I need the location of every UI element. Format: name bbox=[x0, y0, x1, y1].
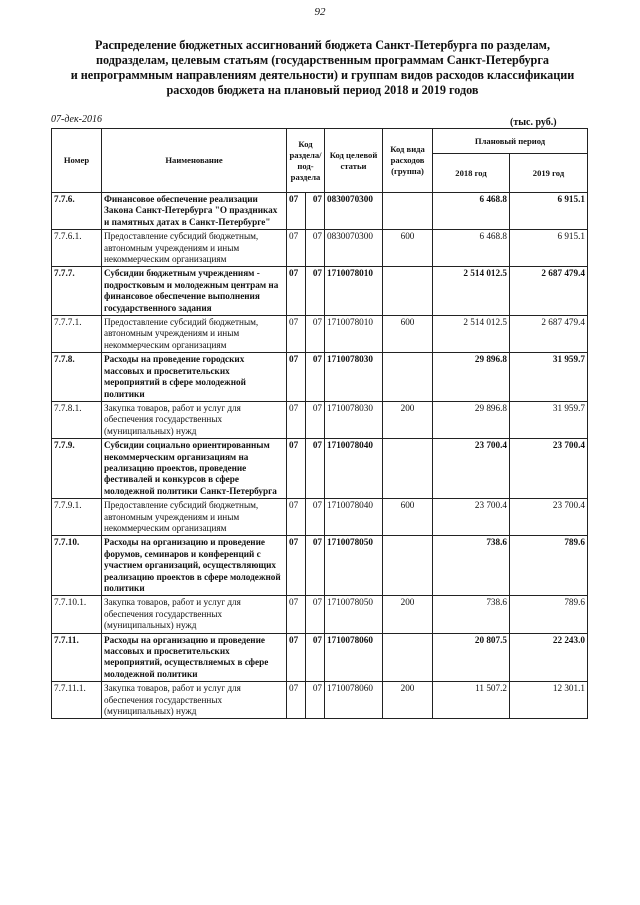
row-name: Закупка товаров, работ и услуг для обеспечения государственных (муниципальных) нужд bbox=[102, 682, 287, 719]
row-expense-type bbox=[383, 267, 433, 316]
table-row bbox=[52, 353, 588, 402]
row-amount-2019: 789.6 bbox=[510, 596, 588, 633]
row-number: 7.7.6. bbox=[52, 193, 102, 230]
table-row bbox=[52, 536, 588, 596]
row-amount-2019: 789.6 bbox=[510, 536, 588, 596]
table-row bbox=[52, 193, 588, 230]
row-article-code: 1710078010 bbox=[325, 267, 383, 316]
row-article-code: 1710078030 bbox=[325, 401, 383, 438]
row-amount-2018: 2 514 012.5 bbox=[433, 316, 510, 353]
row-subsection-code: 07 bbox=[306, 316, 325, 353]
row-article-code: 0830070300 bbox=[325, 230, 383, 267]
row-expense-type bbox=[383, 193, 433, 230]
row-amount-2018: 6 468.8 bbox=[433, 230, 510, 267]
row-amount-2018: 20 807.5 bbox=[433, 633, 510, 682]
row-name: Предоставление субсидий бюджетным, автономным учреждениям и иным некоммерческим организациям bbox=[102, 499, 287, 536]
row-amount-2019: 31 959.7 bbox=[510, 401, 588, 438]
row-number: 7.7.7.1. bbox=[52, 316, 102, 353]
row-expense-type: 600 bbox=[383, 230, 433, 267]
row-section-code: 07 bbox=[287, 230, 306, 267]
document-title bbox=[50, 38, 595, 98]
row-section-code: 07 bbox=[287, 193, 306, 230]
row-subsection-code: 07 bbox=[306, 682, 325, 719]
row-subsection-code: 07 bbox=[306, 596, 325, 633]
table-row bbox=[52, 682, 588, 719]
row-amount-2019: 2 687 479.4 bbox=[510, 267, 588, 316]
row-name: Закупка товаров, работ и услуг для обеспечения государственных (муниципальных) нужд bbox=[102, 596, 287, 633]
budget-table bbox=[51, 128, 588, 719]
table-row bbox=[52, 316, 588, 353]
row-subsection-code: 07 bbox=[306, 633, 325, 682]
row-article-code: 0830070300 bbox=[325, 193, 383, 230]
row-number: 7.7.9.1. bbox=[52, 499, 102, 536]
row-expense-type: 600 bbox=[383, 316, 433, 353]
row-section-code: 07 bbox=[287, 633, 306, 682]
row-subsection-code: 07 bbox=[306, 353, 325, 402]
title-line: и непрограммным направлениям деятельности) и группам видов расходов классификации bbox=[70, 68, 575, 82]
row-name: Расходы на проведение городских массовых и просветительских мероприятий в сфере молодежной политики bbox=[102, 353, 287, 402]
row-number: 7.7.8.1. bbox=[52, 401, 102, 438]
row-number: 7.7.11.1. bbox=[52, 682, 102, 719]
row-amount-2019: 12 301.1 bbox=[510, 682, 588, 719]
row-name: Субсидии социально ориентированным некоммерческим организациям на реализацию проектов, проведение фестивалей и конкурсов в сфере молодежной политики Санкт-Петербурга bbox=[102, 439, 287, 499]
row-amount-2019: 31 959.7 bbox=[510, 353, 588, 402]
row-number: 7.7.10.1. bbox=[52, 596, 102, 633]
row-amount-2018: 6 468.8 bbox=[433, 193, 510, 230]
table-body bbox=[52, 193, 588, 719]
row-expense-type bbox=[383, 439, 433, 499]
row-section-code: 07 bbox=[287, 401, 306, 438]
row-subsection-code: 07 bbox=[306, 499, 325, 536]
table-row bbox=[52, 596, 588, 633]
row-name: Расходы на организацию и проведение массовых и просветительских мероприятий, осуществляемых в сфере молодежной политики bbox=[102, 633, 287, 682]
row-section-code: 07 bbox=[287, 316, 306, 353]
row-expense-type: 200 bbox=[383, 401, 433, 438]
document-date: 07-дек-2016 bbox=[51, 114, 102, 125]
table-row bbox=[52, 633, 588, 682]
row-name: Закупка товаров, работ и услуг для обеспечения государственных (муниципальных) нужд bbox=[102, 401, 287, 438]
row-expense-type: 200 bbox=[383, 596, 433, 633]
row-name: Субсидии бюджетным учреждениям - подростковым и молодежным центрам на финансовое обеспечение выполнения государственного задания bbox=[102, 267, 287, 316]
row-article-code: 1710078060 bbox=[325, 633, 383, 682]
row-amount-2018: 738.6 bbox=[433, 596, 510, 633]
row-amount-2019: 6 915.1 bbox=[510, 193, 588, 230]
row-article-code: 1710078040 bbox=[325, 439, 383, 499]
header-name: Наименование bbox=[102, 129, 287, 193]
row-section-code: 07 bbox=[287, 536, 306, 596]
title-line: расходов бюджета на плановый период 2018 и 2019 годов bbox=[166, 83, 479, 97]
row-section-code: 07 bbox=[287, 499, 306, 536]
row-amount-2019: 2 687 479.4 bbox=[510, 316, 588, 353]
row-section-code: 07 bbox=[287, 353, 306, 402]
row-subsection-code: 07 bbox=[306, 439, 325, 499]
row-amount-2018: 29 896.8 bbox=[433, 401, 510, 438]
table-row bbox=[52, 499, 588, 536]
row-number: 7.7.9. bbox=[52, 439, 102, 499]
row-expense-type bbox=[383, 633, 433, 682]
row-section-code: 07 bbox=[287, 439, 306, 499]
row-expense-type: 200 bbox=[383, 682, 433, 719]
row-article-code: 1710078050 bbox=[325, 536, 383, 596]
row-name: Предоставление субсидий бюджетным, автономным учреждениям и иным некоммерческим организациям bbox=[102, 316, 287, 353]
row-article-code: 1710078010 bbox=[325, 316, 383, 353]
table-row bbox=[52, 439, 588, 499]
units-label: (тыс. руб.) bbox=[510, 117, 557, 128]
header-planned-period: Плановый период bbox=[433, 129, 588, 154]
row-section-code: 07 bbox=[287, 267, 306, 316]
header-section-code: Код раздела/ под- раздела bbox=[287, 129, 325, 193]
row-expense-type bbox=[383, 353, 433, 402]
row-number: 7.7.11. bbox=[52, 633, 102, 682]
header-article-code: Код целевой статьи bbox=[325, 129, 383, 193]
row-amount-2019: 6 915.1 bbox=[510, 230, 588, 267]
row-name: Финансовое обеспечение реализации Закона Санкт-Петербурга "О праздниках и памятных датах в Санкт-Петербурге" bbox=[102, 193, 287, 230]
row-amount-2019: 23 700.4 bbox=[510, 439, 588, 499]
row-amount-2018: 23 700.4 bbox=[433, 439, 510, 499]
row-subsection-code: 07 bbox=[306, 267, 325, 316]
row-amount-2018: 29 896.8 bbox=[433, 353, 510, 402]
row-subsection-code: 07 bbox=[306, 401, 325, 438]
page-number: 92 bbox=[314, 6, 326, 18]
header-number: Номер bbox=[52, 129, 102, 193]
table-row bbox=[52, 401, 588, 438]
row-name: Расходы на организацию и проведение форумов, семинаров и конференций с участием организаций, осуществляющих реализацию проектов в сфере молодежной политики bbox=[102, 536, 287, 596]
row-amount-2019: 23 700.4 bbox=[510, 499, 588, 536]
row-article-code: 1710078050 bbox=[325, 596, 383, 633]
row-number: 7.7.10. bbox=[52, 536, 102, 596]
row-expense-type: 600 bbox=[383, 499, 433, 536]
row-name: Предоставление субсидий бюджетным, автономным учреждениям и иным некоммерческим организациям bbox=[102, 230, 287, 267]
row-amount-2018: 2 514 012.5 bbox=[433, 267, 510, 316]
row-subsection-code: 07 bbox=[306, 230, 325, 267]
row-number: 7.7.7. bbox=[52, 267, 102, 316]
header-year-2019: 2019 год bbox=[510, 154, 588, 193]
row-subsection-code: 07 bbox=[306, 193, 325, 230]
row-section-code: 07 bbox=[287, 596, 306, 633]
row-article-code: 1710078040 bbox=[325, 499, 383, 536]
table-row bbox=[52, 267, 588, 316]
row-amount-2018: 738.6 bbox=[433, 536, 510, 596]
row-expense-type bbox=[383, 536, 433, 596]
row-amount-2019: 22 243.0 bbox=[510, 633, 588, 682]
row-article-code: 1710078030 bbox=[325, 353, 383, 402]
row-number: 7.7.6.1. bbox=[52, 230, 102, 267]
row-amount-2018: 23 700.4 bbox=[433, 499, 510, 536]
header-expense-type-code: Код вида расходов (группа) bbox=[383, 129, 433, 193]
row-subsection-code: 07 bbox=[306, 536, 325, 596]
row-article-code: 1710078060 bbox=[325, 682, 383, 719]
table-row bbox=[52, 230, 588, 267]
row-amount-2018: 11 507.2 bbox=[433, 682, 510, 719]
row-section-code: 07 bbox=[287, 682, 306, 719]
title-line: Распределение бюджетных ассигнований бюджета Санкт-Петербурга по разделам, bbox=[94, 38, 551, 52]
row-number: 7.7.8. bbox=[52, 353, 102, 402]
header-year-2018: 2018 год bbox=[433, 154, 510, 193]
title-line: подразделам, целевым статьям (государственным программам Санкт-Петербурга bbox=[96, 53, 549, 67]
